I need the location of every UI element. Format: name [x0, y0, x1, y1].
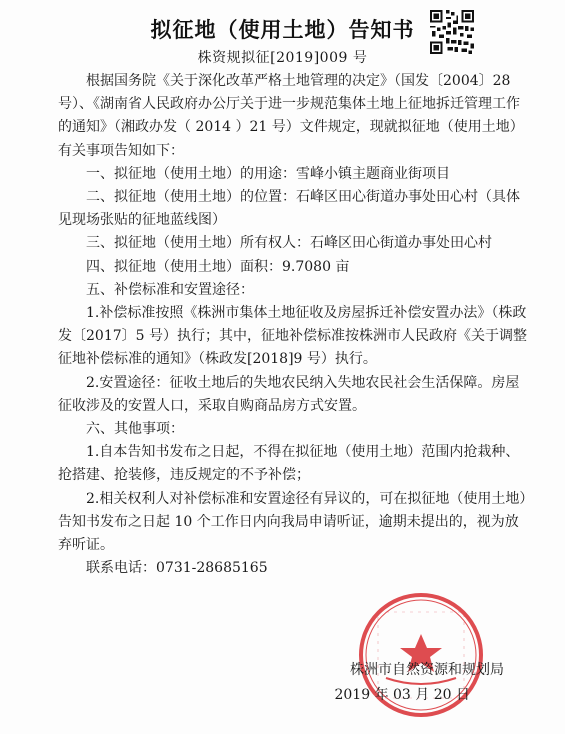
issue-date: 2019 年 03 月 20 日 [334, 687, 470, 703]
document-title: 拟征地（使用土地）告知书 [150, 18, 415, 42]
other-item-1: 1.自本告知书发布之日起，不得在拟征地（使用土地）范围内抢栽种、抢搭建、抢装修，违反规定的不予补偿； [58, 444, 520, 484]
other-item-2: 2.相关权利人对补偿标准和安置途径有异议的，可在拟征地（使用土地）告知书发布之日起 10 个工作日内向我局申请听证，逾期未提出的，视为放弃听证。 [58, 490, 527, 554]
intro-paragraph: 根据国务院《关于深化改革严格土地管理的决定》（国发〔2004〕28 号）、《湖南省人民政府办公厅关于进一步规范集体土地上征地拆迁管理工作的通知》（湘政办发（ 2014 ）21 号）文件规定，现就拟征地（使用土地）有关事项告知如下： [58, 73, 524, 159]
document-body [58, 70, 528, 580]
compensation-standard: 1.补偿标准按照《株洲市集体土地征收及房屋拆迁补偿安置办法》（株政发〔2017〕5 号）执行；其中，征地补偿标准按株洲市人民政府《关于调整征地补偿标准的通知》（株政发[2018]9 号）执行。 [58, 305, 527, 368]
contact-phone: 联系电话：0731-28685165 [86, 560, 268, 577]
item-purpose: 一、拟征地（使用土地）的用途：雪峰小镇主题商业街项目 [86, 165, 450, 182]
item-area: 四、拟征地（使用土地）面积：9.7080 亩 [86, 258, 350, 275]
item-other-heading: 六、其他事项： [86, 421, 184, 438]
item-location: 二、拟征地（使用土地）的位置：石峰区田心街道办事处田心村（具体见现场张贴的征地蓝线图） [58, 189, 520, 229]
resettlement-method: 2.安置途径：征收土地后的失地农民纳入失地农民社会生活保障。房屋征收涉及的安置人口，采取自购商品房方式安置。 [58, 374, 520, 414]
item-owner: 三、拟征地（使用土地）所有权人：石峰区田心街道办事处田心村 [86, 235, 492, 252]
issuing-organization: 株洲市自然资源和规划局 [350, 662, 504, 678]
signature-block [310, 658, 510, 708]
document-number: 株资规拟征[2019]009 号 [197, 50, 368, 66]
item-compensation-heading: 五、补偿标准和安置途径： [86, 281, 254, 298]
